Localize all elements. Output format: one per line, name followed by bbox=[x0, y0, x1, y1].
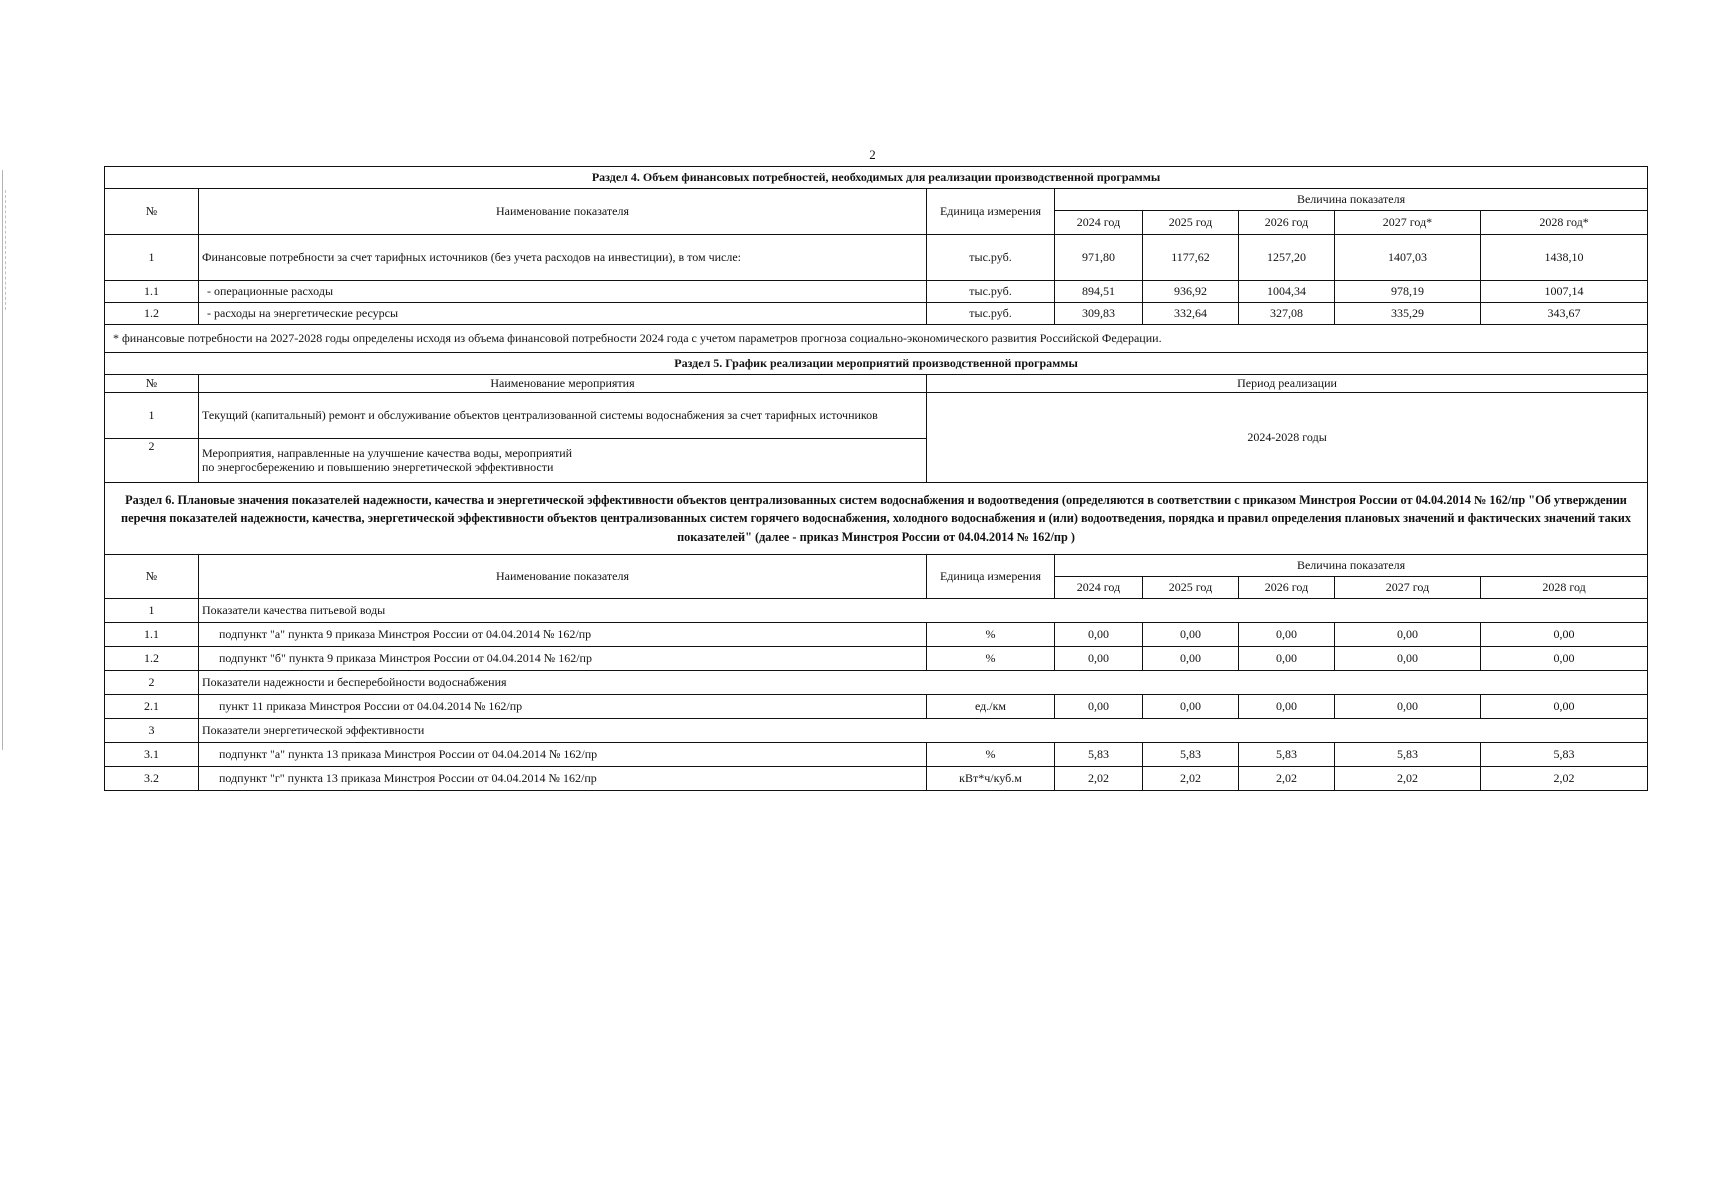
row-value: 0,00 bbox=[1481, 647, 1648, 671]
section4-header-year: 2025 год bbox=[1143, 211, 1239, 235]
row-name: Финансовые потребности за счет тарифных источников (без учета расходов на инвестиции), в том числе: bbox=[199, 235, 927, 281]
table-row bbox=[105, 303, 1648, 325]
row-num: 1.1 bbox=[105, 281, 199, 303]
row-value: 0,00 bbox=[1055, 647, 1143, 671]
table-row bbox=[105, 623, 1648, 647]
row-value: 0,00 bbox=[1055, 695, 1143, 719]
row-unit: тыс.руб. bbox=[927, 303, 1055, 325]
row-value: 5,83 bbox=[1143, 743, 1239, 767]
group-row bbox=[105, 719, 1648, 743]
row-value: 0,00 bbox=[1239, 695, 1335, 719]
row-value: 332,64 bbox=[1143, 303, 1239, 325]
row-value: 343,67 bbox=[1481, 303, 1648, 325]
row-unit: % bbox=[927, 623, 1055, 647]
row-value: 5,83 bbox=[1335, 743, 1481, 767]
row-value: 971,80 bbox=[1055, 235, 1143, 281]
production-program-table bbox=[104, 166, 1648, 791]
group-row bbox=[105, 599, 1648, 623]
row-num: 1 bbox=[105, 235, 199, 281]
row-value: 5,83 bbox=[1239, 743, 1335, 767]
row-num: 2 bbox=[105, 439, 199, 483]
scan-edge-mark bbox=[5, 190, 7, 310]
row-name: пункт 11 приказа Минстроя России от 04.04.2014 № 162/пр bbox=[199, 695, 927, 719]
row-value: 1007,14 bbox=[1481, 281, 1648, 303]
table-row bbox=[105, 767, 1648, 791]
row-value: 1257,20 bbox=[1239, 235, 1335, 281]
section5-header-num: № bbox=[105, 375, 199, 393]
row-value: 2,02 bbox=[1143, 767, 1239, 791]
group-name: Показатели надежности и бесперебойности водоснабжения bbox=[199, 671, 1648, 695]
row-num: 3.2 bbox=[105, 767, 199, 791]
row-value: 0,00 bbox=[1143, 623, 1239, 647]
table-row bbox=[105, 393, 1648, 439]
section6-header-value: Величина показателя bbox=[1055, 555, 1648, 577]
row-value: 978,19 bbox=[1335, 281, 1481, 303]
row-unit: кВт*ч/куб.м bbox=[927, 767, 1055, 791]
row-value: 2,02 bbox=[1055, 767, 1143, 791]
row-value: 1407,03 bbox=[1335, 235, 1481, 281]
row-unit: % bbox=[927, 743, 1055, 767]
row-value: 0,00 bbox=[1481, 695, 1648, 719]
section4-header-name: Наименование показателя bbox=[199, 189, 927, 235]
row-value: 335,29 bbox=[1335, 303, 1481, 325]
row-name: подпункт "а" пункта 13 приказа Минстроя России от 04.04.2014 № 162/пр bbox=[199, 743, 927, 767]
table-row bbox=[105, 695, 1648, 719]
row-value: 0,00 bbox=[1335, 647, 1481, 671]
row-value: 2,02 bbox=[1239, 767, 1335, 791]
section5-header-period: Период реализации bbox=[927, 375, 1648, 393]
table-row bbox=[105, 743, 1648, 767]
row-num: 3.1 bbox=[105, 743, 199, 767]
document-body bbox=[104, 166, 1647, 791]
section4-title: Раздел 4. Объем финансовых потребностей, необходимых для реализации производственной программы bbox=[105, 167, 1648, 189]
section4-header-year: 2027 год* bbox=[1335, 211, 1481, 235]
row-name: Текущий (капитальный) ремонт и обслуживание объектов централизованной системы водоснабжения за счет тарифных источников bbox=[199, 393, 927, 439]
section6-header-year: 2025 год bbox=[1143, 577, 1239, 599]
row-name: - расходы на энергетические ресурсы bbox=[199, 303, 927, 325]
row-value: 0,00 bbox=[1239, 647, 1335, 671]
row-unit: % bbox=[927, 647, 1055, 671]
row-value: 2,02 bbox=[1481, 767, 1648, 791]
group-row bbox=[105, 671, 1648, 695]
group-num: 2 bbox=[105, 671, 199, 695]
section4-header-year: 2024 год bbox=[1055, 211, 1143, 235]
section4-footnote: * финансовые потребности на 2027-2028 годы определены исходя из объема финансовой потребности 2024 года с учетом параметров прогноза социально-экономического развития Российской Федерации. bbox=[105, 325, 1648, 353]
row-num: 1 bbox=[105, 393, 199, 439]
row-num: 1.1 bbox=[105, 623, 199, 647]
section5-title: Раздел 5. График реализации мероприятий производственной программы bbox=[105, 353, 1648, 375]
row-value: 1438,10 bbox=[1481, 235, 1648, 281]
section4-header-value: Величина показателя bbox=[1055, 189, 1648, 211]
table-row bbox=[105, 647, 1648, 671]
row-value: 936,92 bbox=[1143, 281, 1239, 303]
row-value: 2,02 bbox=[1335, 767, 1481, 791]
scan-edge-mark bbox=[2, 170, 4, 750]
section5-period-value: 2024-2028 годы bbox=[927, 393, 1648, 483]
row-name: подпункт "г" пункта 13 приказа Минстроя России от 04.04.2014 № 162/пр bbox=[199, 767, 927, 791]
row-value: 0,00 bbox=[1335, 623, 1481, 647]
row-value: 0,00 bbox=[1481, 623, 1648, 647]
row-num: 1.2 bbox=[105, 647, 199, 671]
section6-header-name: Наименование показателя bbox=[199, 555, 927, 599]
row-num: 2.1 bbox=[105, 695, 199, 719]
section4-header-year: 2028 год* bbox=[1481, 211, 1648, 235]
row-value: 327,08 bbox=[1239, 303, 1335, 325]
row-unit: тыс.руб. bbox=[927, 281, 1055, 303]
row-value: 1004,34 bbox=[1239, 281, 1335, 303]
row-unit: ед./км bbox=[927, 695, 1055, 719]
row-value: 5,83 bbox=[1481, 743, 1648, 767]
row-unit: тыс.руб. bbox=[927, 235, 1055, 281]
row-value: 5,83 bbox=[1055, 743, 1143, 767]
section6-header-year: 2028 год bbox=[1481, 577, 1648, 599]
section4-header-unit: Единица измерения bbox=[927, 189, 1055, 235]
row-name: подпункт "б" пункта 9 приказа Минстроя России от 04.04.2014 № 162/пр bbox=[199, 647, 927, 671]
section4-header-num: № bbox=[105, 189, 199, 235]
table-row bbox=[105, 281, 1648, 303]
row-value: 0,00 bbox=[1143, 695, 1239, 719]
row-value: 0,00 bbox=[1335, 695, 1481, 719]
group-num: 3 bbox=[105, 719, 199, 743]
row-value: 894,51 bbox=[1055, 281, 1143, 303]
row-num: 1.2 bbox=[105, 303, 199, 325]
page-number: 2 bbox=[869, 147, 876, 162]
row-value: 0,00 bbox=[1055, 623, 1143, 647]
section5-header-name: Наименование мероприятия bbox=[199, 375, 927, 393]
section6-header-unit: Единица измерения bbox=[927, 555, 1055, 599]
row-name: - операционные расходы bbox=[199, 281, 927, 303]
group-name: Показатели качества питьевой воды bbox=[199, 599, 1648, 623]
section6-header-num: № bbox=[105, 555, 199, 599]
section6-header-year: 2026 год bbox=[1239, 577, 1335, 599]
row-name: подпункт "а" пункта 9 приказа Минстроя России от 04.04.2014 № 162/пр bbox=[199, 623, 927, 647]
row-value: 0,00 bbox=[1239, 623, 1335, 647]
section6-header-year: 2027 год bbox=[1335, 577, 1481, 599]
section4-header-year: 2026 год bbox=[1239, 211, 1335, 235]
table-row bbox=[105, 235, 1648, 281]
section6-title: Раздел 6. Плановые значения показателей надежности, качества и энергетической эффективности объектов централизованных систем водоснабжения и водоотведения (определяются в соответствии с приказом Минстроя России от 04.04.2014 № 162/пр "Об утверждении перечня показателей надежности, качества, энергетической эффективности объектов централизованных систем горячего водоснабжения, холодного водоснабжения и (или) водоотведения, порядка и правил определения плановых значений и фактических значений таких показателей" (далее - приказ Минстроя России от 04.04.2014 № 162/пр ) bbox=[105, 483, 1648, 555]
group-num: 1 bbox=[105, 599, 199, 623]
row-value: 1177,62 bbox=[1143, 235, 1239, 281]
row-value: 309,83 bbox=[1055, 303, 1143, 325]
row-value: 0,00 bbox=[1143, 647, 1239, 671]
row-name-line: по энергосбережению и повышению энергетической эффективности bbox=[202, 459, 554, 474]
row-name bbox=[199, 439, 927, 483]
row-name-line: Мероприятия, направленные на улучшение качества воды, мероприятий bbox=[202, 445, 573, 460]
section6-header-year: 2024 год bbox=[1055, 577, 1143, 599]
group-name: Показатели энергетической эффективности bbox=[199, 719, 1648, 743]
